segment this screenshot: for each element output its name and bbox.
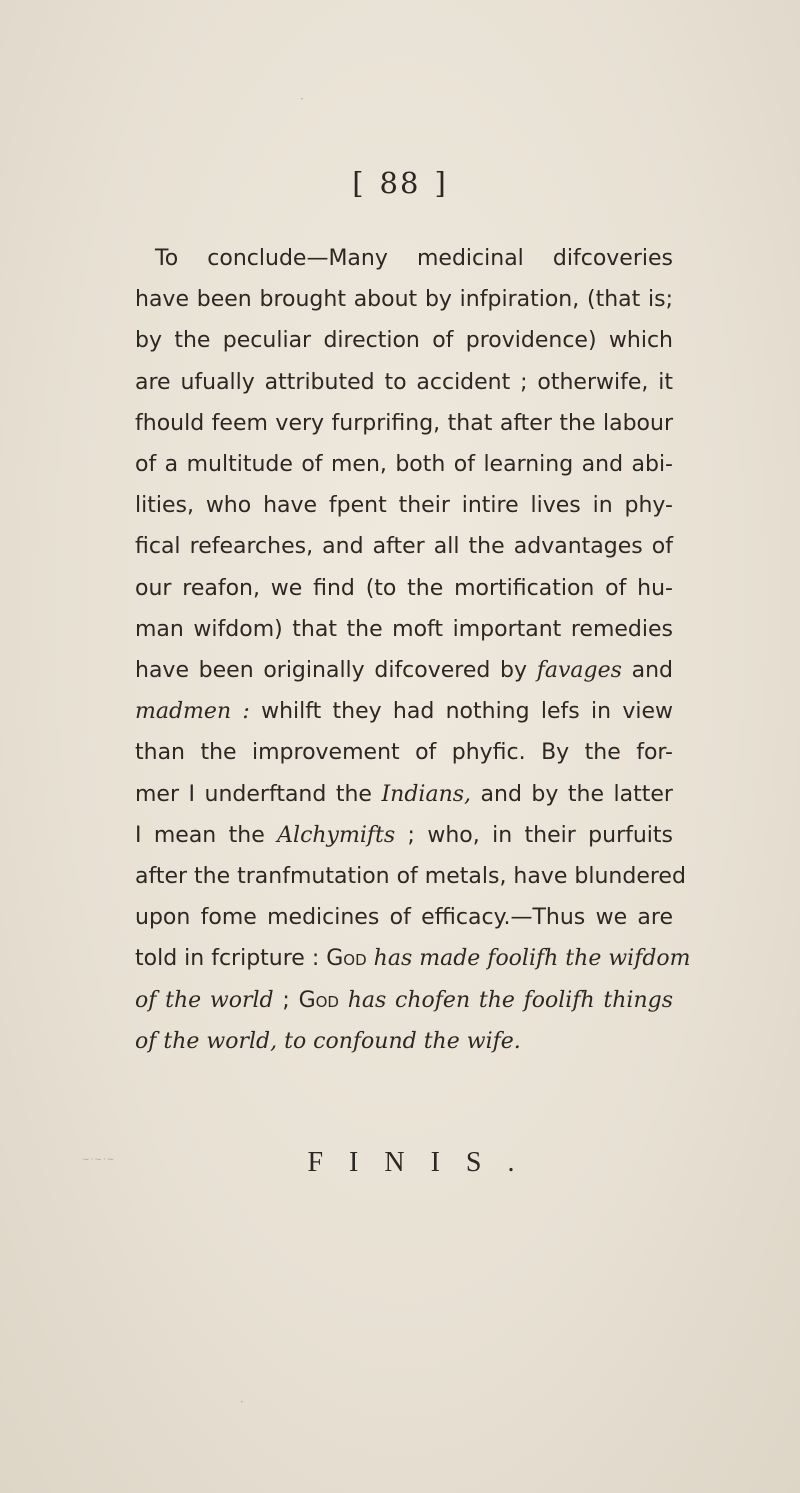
text-segment: and by the latter	[480, 781, 673, 807]
text-line: fhould feem very furprifing, that after the labour	[135, 410, 673, 436]
text-line: by the peculiar direction of providence) which	[135, 328, 673, 354]
text-segment: told in fcripture :	[135, 946, 320, 972]
paper-speck: ·	[300, 92, 304, 106]
text-segment: have been originally difcovered by	[135, 658, 528, 684]
text-line: have been brought about by infpiration, (that is;	[135, 287, 673, 313]
text-segment: ; who, in their purfuits	[407, 822, 674, 848]
text-line	[135, 980, 673, 1021]
text-line: our reafon, we find (to the mortification of hu-	[135, 575, 673, 601]
text-line: of a multitude of men, both of learning and abi-	[135, 452, 673, 478]
text-segment: ;	[282, 987, 290, 1013]
text-line: than the improvement of phyfic. By the for-	[135, 740, 673, 766]
text-segment: mer I underftand the	[135, 781, 372, 807]
text-line	[135, 938, 691, 979]
paper-speck: ·	[240, 1395, 244, 1409]
italic-quote: has made foolifh the wifdom	[373, 946, 691, 972]
italic-term-indians: Indians,	[381, 781, 472, 807]
italic-term-alchymists: Alchymifts	[277, 822, 396, 848]
text-segment: I mean the	[135, 822, 265, 848]
text-line: fical refearches, and after all the advantages of	[135, 534, 673, 560]
page-number-open-bracket: [	[352, 166, 366, 200]
body-paragraph	[135, 238, 691, 1062]
italic-term-savages: favages	[536, 658, 622, 684]
finis-colophon: FINIS.	[307, 1147, 541, 1178]
page-number-close-bracket: ]	[434, 166, 448, 200]
paper-speck: ~·~·~	[82, 1155, 116, 1165]
text-line	[135, 1021, 673, 1062]
text-line	[135, 815, 673, 856]
text-line: upon fome medicines of efficacy.—Thus we are	[135, 905, 673, 931]
text-segment: whilft they had nothing lefs in view	[261, 699, 673, 725]
text-line	[135, 650, 673, 691]
text-line: lities, who have fpent their intire lives in phy-	[135, 493, 673, 519]
small-caps-god: God	[298, 987, 339, 1013]
text-line: after the tranfmutation of metals, have blundered	[135, 864, 686, 890]
italic-quote: has chofen the foolifh things	[347, 987, 673, 1013]
text-line	[135, 691, 673, 732]
text-segment: and	[631, 658, 673, 684]
page-number-value: 88	[379, 166, 421, 200]
text-line	[135, 774, 673, 815]
italic-quote: of the world	[135, 987, 274, 1013]
text-line: To conclude—Many medicinal difcoveries	[155, 246, 673, 271]
page-number	[0, 166, 800, 200]
text-line: are ufually attributed to accident ; otherwife, it	[135, 369, 673, 395]
italic-term-madmen: madmen :	[135, 699, 250, 725]
text-line: man wifdom) that the moft important remedies	[135, 616, 673, 642]
small-caps-god: God	[326, 946, 367, 972]
italic-quote: of the world, to confound the wife.	[135, 1028, 521, 1054]
